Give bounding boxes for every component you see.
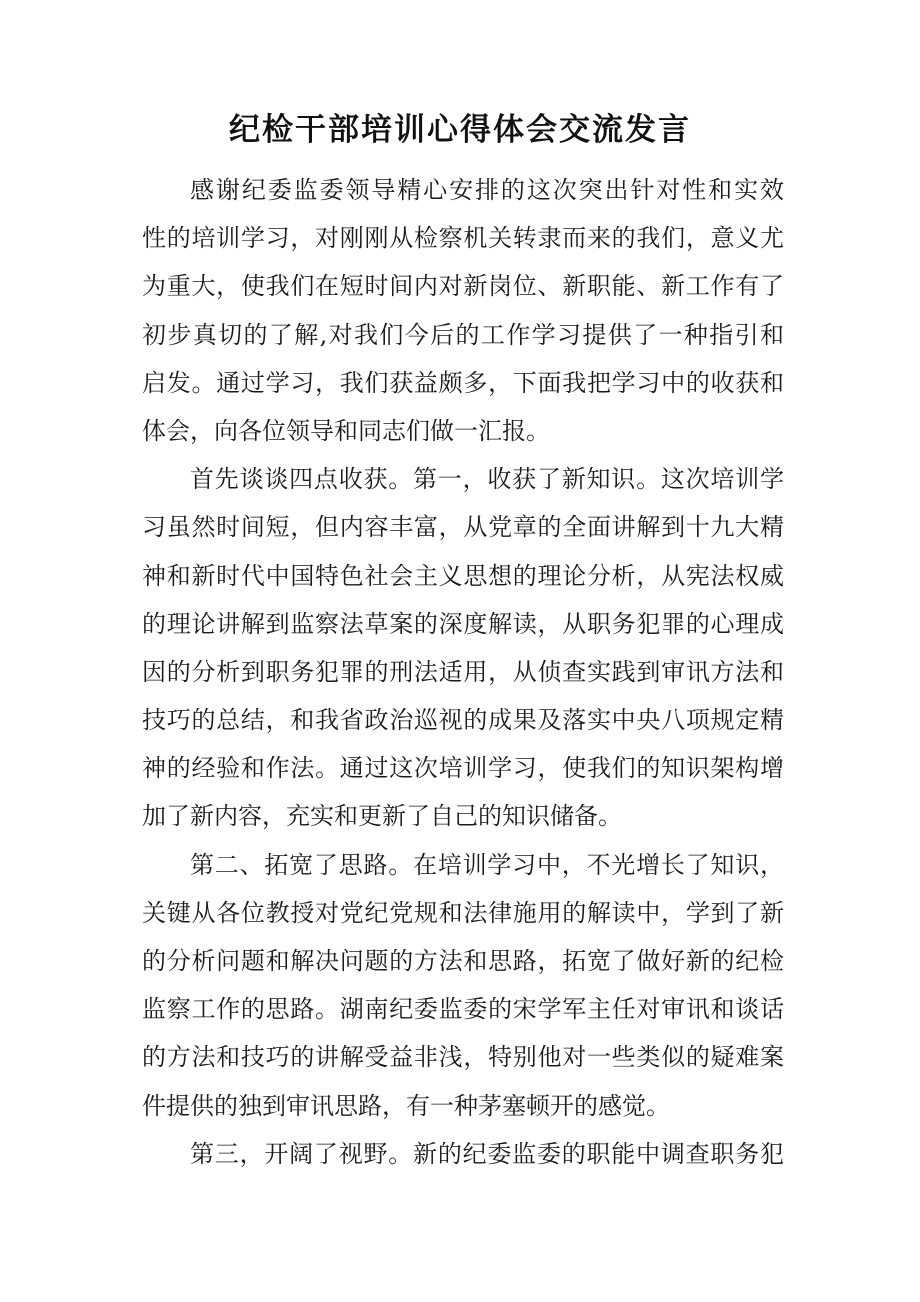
- text-line: 神和新时代中国特色社会主义思想的理论分析，从宪法权威: [142, 561, 784, 590]
- document-title: 纪检干部培训心得体会交流发言: [229, 112, 691, 148]
- text-line: 第三，开阔了视野。新的纪委监委的职能中调查职务犯: [190, 1139, 784, 1168]
- text-line: 性的培训学习，对刚刚从检察机关转隶而来的我们，意义尤: [142, 224, 784, 253]
- text-line: 因的分析到职务犯罪的刑法适用，从侦查实践到审讯方法和: [142, 657, 784, 686]
- text-line: 的分析问题和解决问题的方法和思路，拓宽了做好新的纪检: [142, 947, 784, 975]
- text-line: 习虽然时间短，但内容丰富，从党章的全面讲解到十九大精: [142, 513, 784, 542]
- text-line: 体会，向各位领导和同志们做一汇报。: [142, 416, 550, 445]
- text-line: 的理论讲解到监察法草案的深度解读，从职务犯罪的心理成: [142, 609, 784, 638]
- text-line: 技巧的总结，和我省政治巡视的成果及落实中央八项规定精: [142, 706, 784, 735]
- text-line: 第二、拓宽了思路。在培训学习中，不光增长了知识，: [190, 850, 784, 879]
- text-line: 启发。通过学习，我们获益颇多，下面我把学习中的收获和: [142, 368, 784, 397]
- text-line: 关键从各位教授对党纪党规和法律施用的解读中，学到了新: [142, 898, 784, 927]
- text-line: 神的经验和作法。通过这次培训学习，使我们的知识架构增: [142, 754, 784, 783]
- text-line: 感谢纪委监委领导精心安排的这次突出针对性和实效: [190, 176, 784, 204]
- text-line: 监察工作的思路。湖南纪委监委的宋学军主任对审讯和谈话: [142, 995, 784, 1024]
- document-body: [142, 166, 784, 1178]
- text-line: 首先谈谈四点收获。第一，收获了新知识。这次培训学: [190, 465, 784, 494]
- text-line: 件提供的独到审讯思路，有一种茅塞顿开的感觉。: [142, 1091, 670, 1120]
- text-line: 初步真切的了解,对我们今后的工作学习提供了一种指引和: [142, 320, 784, 349]
- text-line: 为重大，使我们在短时间内对新岗位、新职能、新工作有了: [142, 272, 784, 301]
- text-line: 的方法和技巧的讲解受益非浅，特别他对一些类似的疑难案: [142, 1043, 784, 1072]
- text-line: 加了新内容，充实和更新了自己的知识储备。: [142, 802, 622, 831]
